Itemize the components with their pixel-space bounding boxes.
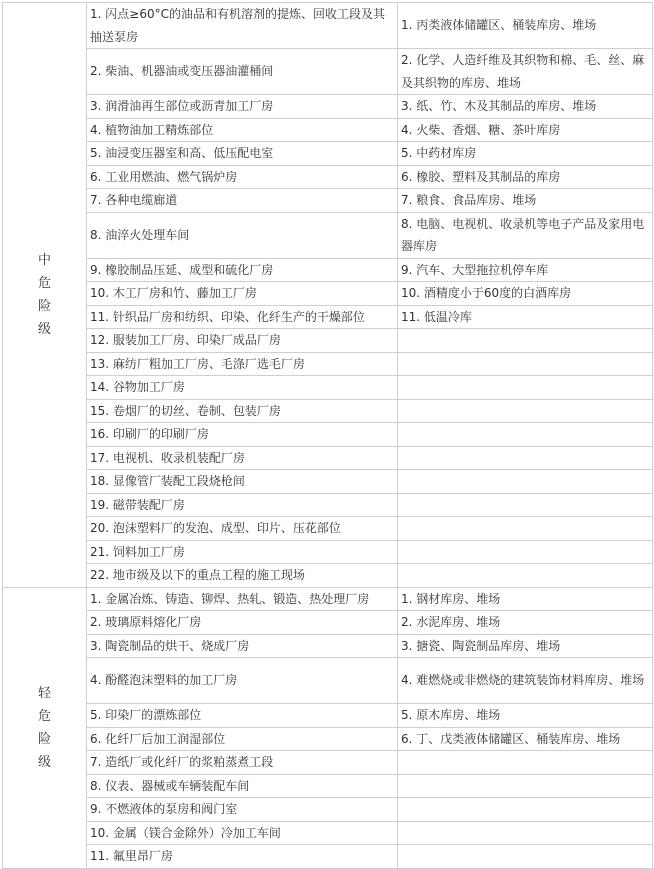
building-type-cell: 7. 造纸厂或化纤厂的浆粕蒸煮工段 — [87, 751, 398, 775]
building-type-cell: 1. 金属冶炼、铸造、铆焊、热轧、锻造、热处理厂房 — [87, 587, 398, 611]
table-row — [3, 305, 653, 329]
table-row — [3, 727, 653, 751]
table-row — [3, 751, 653, 775]
building-type-cell: 8. 油淬火处理车间 — [87, 212, 398, 258]
table-row — [3, 540, 653, 564]
storage-type-cell: 1. 钢材库房、堆场 — [398, 587, 653, 611]
storage-type-cell — [398, 470, 653, 494]
table-row — [3, 774, 653, 798]
storage-type-cell — [398, 540, 653, 564]
table-row — [3, 329, 653, 353]
table-row — [3, 118, 653, 142]
hazard-classification-table — [2, 2, 653, 869]
table-row — [3, 845, 653, 869]
building-type-cell: 17. 电视机、收录机装配厂房 — [87, 446, 398, 470]
storage-type-cell — [398, 774, 653, 798]
table-row — [3, 798, 653, 822]
storage-type-cell — [398, 399, 653, 423]
building-type-cell: 3. 润滑油再生部位或沥青加工厂房 — [87, 95, 398, 119]
hazard-category-label: 中危险级 — [37, 252, 51, 337]
building-type-cell: 11. 针织品厂房和纺织、印染、化纤生产的干燥部位 — [87, 305, 398, 329]
hazard-category-label: 轻危险级 — [37, 685, 51, 770]
storage-type-cell: 5. 原木库房、堆场 — [398, 704, 653, 728]
storage-type-cell — [398, 564, 653, 588]
building-type-cell: 16. 印刷厂的印刷厂房 — [87, 423, 398, 447]
table-row — [3, 399, 653, 423]
storage-type-cell — [398, 352, 653, 376]
storage-type-cell: 7. 粮食、食品库房、堆场 — [398, 189, 653, 213]
table-row — [3, 821, 653, 845]
table-row — [3, 587, 653, 611]
building-type-cell: 18. 显像管厂装配工段烧枪间 — [87, 470, 398, 494]
table-row — [3, 704, 653, 728]
building-type-cell: 14. 谷物加工厂房 — [87, 376, 398, 400]
building-type-cell: 2. 玻璃原料熔化厂房 — [87, 611, 398, 635]
table-row — [3, 352, 653, 376]
building-type-cell: 1. 闪点≥60°C的油品和有机溶剂的提炼、回收工段及其抽送泵房 — [87, 3, 398, 49]
table-row — [3, 423, 653, 447]
hazard-category-cell — [3, 587, 87, 868]
building-type-cell: 22. 地市级及以下的重点工程的施工现场 — [87, 564, 398, 588]
storage-type-cell: 1. 丙类液体储罐区、桶装库房、堆场 — [398, 3, 653, 49]
building-type-cell: 3. 陶瓷制品的烘干、烧成厂房 — [87, 634, 398, 658]
storage-type-cell: 3. 搪瓷、陶瓷制品库房、堆场 — [398, 634, 653, 658]
table-row — [3, 634, 653, 658]
building-type-cell: 6. 化纤厂后加工润湿部位 — [87, 727, 398, 751]
table-body — [3, 3, 653, 869]
building-type-cell: 11. 氟里昂厂房 — [87, 845, 398, 869]
storage-type-cell — [398, 798, 653, 822]
building-type-cell: 5. 油浸变压器室和高、低压配电室 — [87, 142, 398, 166]
table-row — [3, 446, 653, 470]
table-row — [3, 611, 653, 635]
storage-type-cell — [398, 517, 653, 541]
table-row — [3, 282, 653, 306]
building-type-cell: 9. 橡胶制品压延、成型和硫化厂房 — [87, 258, 398, 282]
storage-type-cell — [398, 845, 653, 869]
storage-type-cell: 8. 电脑、电视机、收录机等电子产品及家用电器库房 — [398, 212, 653, 258]
building-type-cell: 7. 各种电缆廊道 — [87, 189, 398, 213]
storage-type-cell — [398, 423, 653, 447]
storage-type-cell — [398, 493, 653, 517]
table-row — [3, 376, 653, 400]
storage-type-cell: 11. 低温冷库 — [398, 305, 653, 329]
storage-type-cell — [398, 329, 653, 353]
storage-type-cell: 2. 水泥库房、堆场 — [398, 611, 653, 635]
building-type-cell: 10. 金属（镁合金除外）冷加工车间 — [87, 821, 398, 845]
building-type-cell: 8. 仪表、器械或车辆装配车间 — [87, 774, 398, 798]
table-row — [3, 212, 653, 258]
building-type-cell: 19. 磁带装配厂房 — [87, 493, 398, 517]
building-type-cell: 15. 卷烟厂的切丝、卷制、包装厂房 — [87, 399, 398, 423]
building-type-cell: 5. 印染厂的漂炼部位 — [87, 704, 398, 728]
storage-type-cell: 6. 橡胶、塑料及其制品的库房 — [398, 165, 653, 189]
table-row — [3, 258, 653, 282]
building-type-cell: 4. 植物油加工精炼部位 — [87, 118, 398, 142]
building-type-cell: 4. 酚醛泡沫塑料的加工厂房 — [87, 658, 398, 704]
building-type-cell: 12. 服装加工厂房、印染厂成品厂房 — [87, 329, 398, 353]
storage-type-cell: 3. 纸、竹、木及其制品的库房、堆场 — [398, 95, 653, 119]
building-type-cell: 20. 泡沫塑料厂的发泡、成型、印片、压花部位 — [87, 517, 398, 541]
table-row — [3, 493, 653, 517]
table-row — [3, 49, 653, 95]
storage-type-cell: 4. 火柴、香烟、糖、茶叶库房 — [398, 118, 653, 142]
storage-type-cell — [398, 376, 653, 400]
storage-type-cell — [398, 446, 653, 470]
table-row — [3, 142, 653, 166]
building-type-cell: 9. 不燃液体的泵房和阀门室 — [87, 798, 398, 822]
table-row — [3, 564, 653, 588]
hazard-category-cell — [3, 3, 87, 588]
building-type-cell: 6. 工业用燃油、燃气锅炉房 — [87, 165, 398, 189]
table-row — [3, 658, 653, 704]
table-row — [3, 470, 653, 494]
storage-type-cell: 6. 丁、戊类液体储罐区、桶装库房、堆场 — [398, 727, 653, 751]
storage-type-cell: 10. 酒精度小于60度的白酒库房 — [398, 282, 653, 306]
table-row — [3, 3, 653, 49]
table-row — [3, 165, 653, 189]
table-row — [3, 95, 653, 119]
storage-type-cell: 5. 中药材库房 — [398, 142, 653, 166]
storage-type-cell — [398, 751, 653, 775]
storage-type-cell — [398, 821, 653, 845]
storage-type-cell: 9. 汽车、大型拖拉机停车库 — [398, 258, 653, 282]
building-type-cell: 21. 饲料加工厂房 — [87, 540, 398, 564]
table-row — [3, 189, 653, 213]
storage-type-cell: 4. 难燃烧或非燃烧的建筑装饰材料库房、堆场 — [398, 658, 653, 704]
storage-type-cell: 2. 化学、人造纤维及其织物和棉、毛、丝、麻及其织物的库房、堆场 — [398, 49, 653, 95]
building-type-cell: 10. 木工厂房和竹、藤加工厂房 — [87, 282, 398, 306]
building-type-cell: 13. 麻纺厂粗加工厂房、毛涤厂选毛厂房 — [87, 352, 398, 376]
building-type-cell: 2. 柴油、机器油或变压器油灌桶间 — [87, 49, 398, 95]
table-row — [3, 517, 653, 541]
